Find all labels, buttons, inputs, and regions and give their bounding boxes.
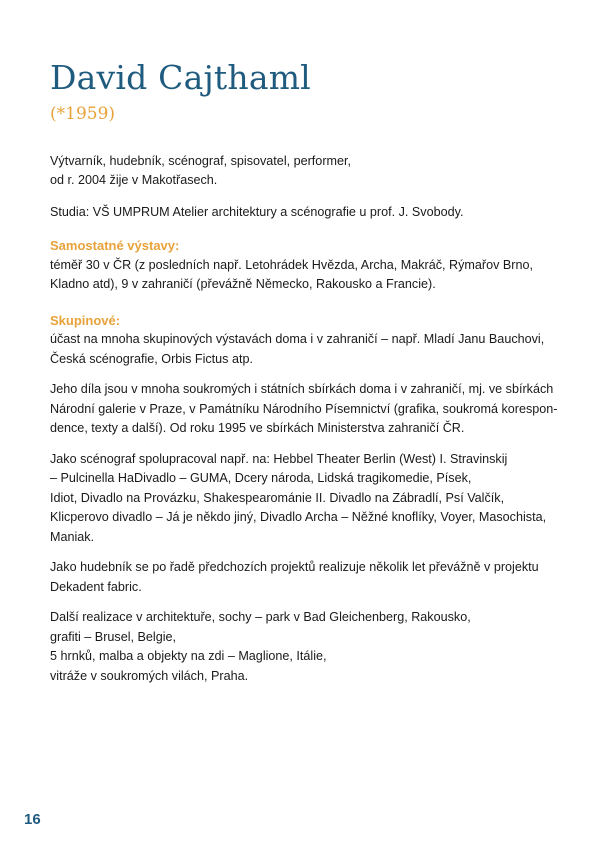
solo-exhibitions-section <box>50 236 570 295</box>
group-exhibitions-heading: Skupinové: <box>50 312 121 328</box>
solo-exhibitions-heading: Samostatné výstavy: <box>50 238 180 254</box>
intro-line: od r. 2004 žije v Makotřasech. <box>50 173 218 188</box>
collections-paragraph <box>50 380 570 439</box>
group-line: Česká scénografie, Orbis Fictus atp. <box>50 351 253 366</box>
group-exhibitions-section <box>50 311 570 687</box>
collections-line: Národní galerie v Praze, v Památníku Národního Písemnictví (grafika, soukromá korespon- <box>50 401 558 416</box>
group-paragraph <box>50 330 570 369</box>
realizations-paragraph <box>50 608 570 686</box>
birth-year: (*1959) <box>50 103 116 124</box>
collections-line: Jeho díla jsou v mnoha soukromých i státních sbírkách doma i v zahraničí, mj. ve sbírkách <box>50 382 554 397</box>
scenography-line: – Pulcinella HaDivadlo – GUMA, Dcery národa, Lidská tragikomedie, Písek, <box>50 471 472 486</box>
solo-line: Kladno atd), 9 v zahraničí (převážně Německo, Rakousko a Francie). <box>50 277 436 292</box>
group-line: účast na mnoha skupinových výstavách doma i v zahraničí – např. Mladí Janu Bauchovi, <box>50 332 545 347</box>
collections-line: dence, texty a další). Od roku 1995 ve sbírkách Ministerstva zahraničí ČR. <box>50 421 465 436</box>
scenography-paragraph <box>50 450 570 548</box>
music-paragraph <box>50 558 570 597</box>
solo-line: téměř 30 v ČR (z posledních např. Letohrádek Hvězda, Archa, Makráč, Rýmařov Brno, <box>50 257 533 272</box>
scenography-line: Idiot, Divadlo na Provázku, Shakespearománie II. Divadlo na Zábradlí, Psí Valčík, <box>50 490 505 505</box>
page-number: 16 <box>24 811 41 828</box>
music-line: Dekadent fabric. <box>50 579 142 594</box>
realizations-line: vitráže v soukromých vilách, Praha. <box>50 668 249 683</box>
realizations-line: Další realizace v architektuře, sochy – park v Bad Gleichenberg, Rakousko, <box>50 610 471 625</box>
music-line: Jako hudebník se po řadě předchozích projektů realizuje několik let převážně v projektu <box>50 560 539 575</box>
solo-exhibitions-text <box>50 256 570 295</box>
studies-text <box>50 203 570 223</box>
studies-line: Studia: VŠ UMPRUM Atelier architektury a scénografie u prof. J. Svobody. <box>50 204 464 219</box>
realizations-line: 5 hrnků, malba a objekty na zdi – Maglione, Itálie, <box>50 649 327 664</box>
scenography-line: Jako scénograf spolupracoval např. na: Hebbel Theater Berlin (West) I. Stravinskij <box>50 451 508 466</box>
intro-text <box>50 152 570 191</box>
scenography-line: Klicperovo divadlo – Já je někdo jiný, Divadlo Archa – Něžné knoflíky, Voyer, Masochista, <box>50 510 547 525</box>
page-content <box>50 58 570 686</box>
artist-name: David Cajthaml <box>50 58 311 97</box>
intro-line: Výtvarník, hudebník, scénograf, spisovatel, performer, <box>50 153 352 168</box>
scenography-line: Maniak. <box>50 529 95 544</box>
realizations-line: grafiti – Brusel, Belgie, <box>50 629 176 644</box>
